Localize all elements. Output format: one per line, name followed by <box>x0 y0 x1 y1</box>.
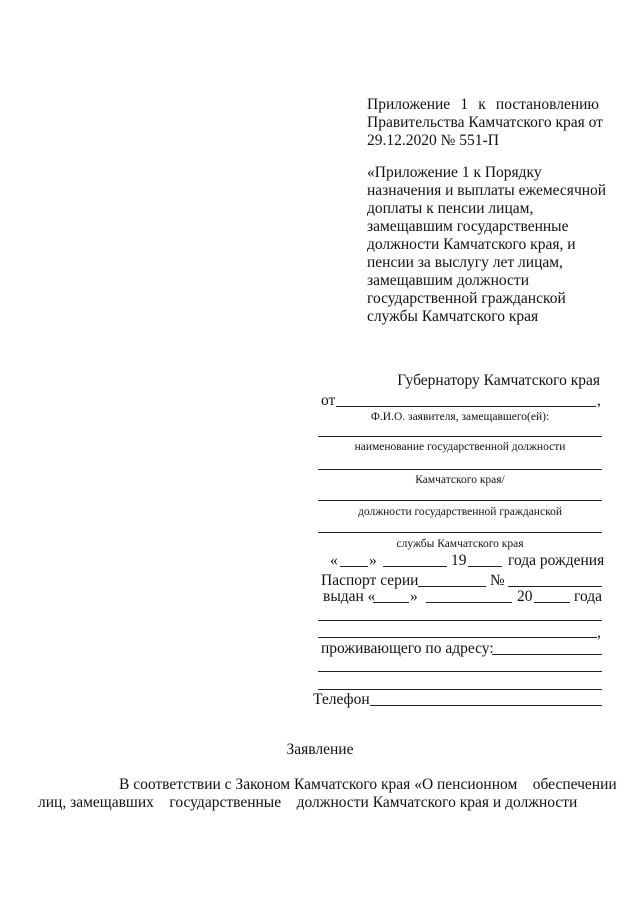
caption-service: службы Камчатского края <box>396 538 524 550</box>
birth-suffix: года рождения <box>508 552 605 569</box>
issued-year-line[interactable] <box>534 602 570 603</box>
birth-year-line[interactable] <box>468 566 502 567</box>
birth-year-prefix: 19 <box>451 552 467 569</box>
quote-line-7: замещавшим должности <box>367 272 529 289</box>
issued-by-comma: , <box>597 624 601 641</box>
issued-year-prefix: 20 <box>517 588 533 605</box>
issued-day-line[interactable] <box>373 602 409 603</box>
issued-by-line-2[interactable] <box>318 637 597 638</box>
passport-series-label: Паспорт серии <box>321 572 419 589</box>
appendix-line-2: Правительства Камчатского края от <box>367 114 603 131</box>
quote-line-4: замещавшим государственные <box>367 218 569 235</box>
statement-line-2: лиц, замещавших государственные должности Камчатского края и должности <box>38 794 578 811</box>
appendix-line-3: 29.12.2020 № 551-П <box>367 132 499 149</box>
passport-series-line[interactable] <box>418 586 486 587</box>
position-fill-line[interactable] <box>318 436 602 437</box>
statement-line-1: В соответствии с Законом Камчатского края «О пенсионном обеспечении <box>119 776 617 793</box>
address-label: проживающего по адресу: <box>321 640 494 657</box>
quote-line-1: «Приложение 1 к Порядку <box>367 164 542 181</box>
from-comma: , <box>597 392 601 409</box>
quote-line-6: пенсии за выслугу лет лицам, <box>367 254 563 271</box>
from-label: от <box>321 392 336 409</box>
passport-number-line[interactable] <box>508 586 602 587</box>
caption-fio: Ф.И.О. заявителя, замещавшего(ей): <box>370 411 550 423</box>
passport-number-label: № <box>490 572 505 589</box>
issued-suffix: года <box>574 588 603 605</box>
issued-close-quote: » <box>410 588 418 605</box>
caption-position: наименование государственной должности <box>354 441 566 453</box>
address-line-3[interactable] <box>318 689 602 690</box>
caption-region: Камчатского края/ <box>415 474 505 486</box>
addressee-governor: Губернатору Камчатского края <box>397 372 600 389</box>
address-line-2[interactable] <box>318 671 602 672</box>
issued-month-line[interactable] <box>426 602 512 603</box>
phone-line[interactable] <box>370 705 602 706</box>
issued-by-line-1[interactable] <box>318 620 602 621</box>
quote-line-8: государственной гражданской <box>367 290 566 307</box>
service-fill-line[interactable] <box>318 532 602 533</box>
appendix-line-1: Приложение 1 к постановлению <box>367 96 599 113</box>
quote-line-3: доплаты к пенсии лицам, <box>367 200 534 217</box>
birth-day-line[interactable] <box>340 566 368 567</box>
phone-label: Телефон <box>313 691 370 708</box>
quote-line-2: назначения и выплаты ежемесячной <box>367 182 607 199</box>
civil-fill-line[interactable] <box>318 500 602 501</box>
quote-line-5: должности Камчатского края, и <box>367 236 576 253</box>
caption-civil: должности государственной гражданской <box>358 506 562 518</box>
from-fill-line[interactable] <box>336 406 596 407</box>
statement-title: Заявление <box>286 741 354 758</box>
quote-line-9: службы Камчатского края <box>367 308 539 325</box>
birth-close-quote: » <box>369 552 377 569</box>
address-line-1[interactable] <box>492 654 602 655</box>
birth-month-line[interactable] <box>383 566 447 567</box>
birth-open-quote: « <box>330 552 338 569</box>
region-fill-line[interactable] <box>318 469 602 470</box>
issued-label: выдан « <box>323 588 376 605</box>
